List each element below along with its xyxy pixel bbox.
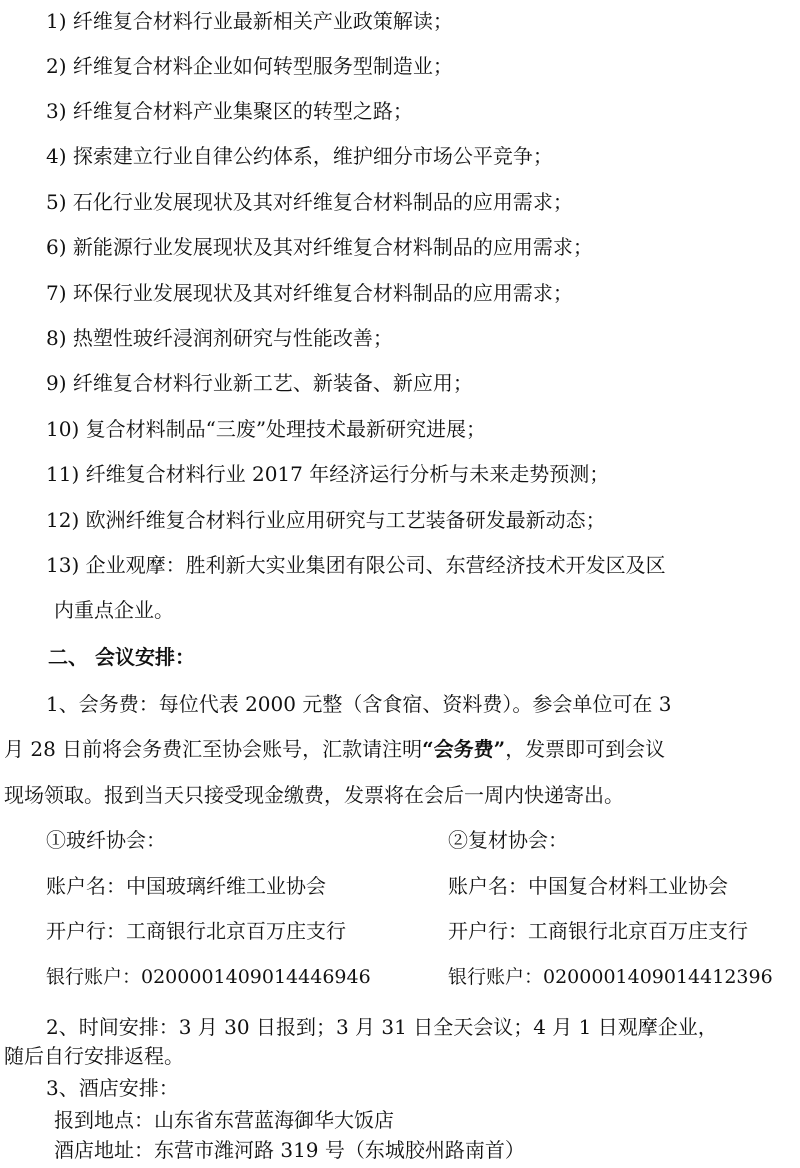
topic-item: 6) 新能源行业发展现状及其对纤维复合材料制品的应用需求； bbox=[46, 235, 593, 259]
hotel-address: 酒店地址：东营市潍河路 319 号（东城胶州路南首） bbox=[54, 1138, 525, 1162]
account-title-composite: ②复材协会： bbox=[448, 828, 568, 852]
fee-paragraph-line: 现场领取。报到当天只接受现金缴费，发票将在会后一周内快递寄出。 bbox=[4, 783, 624, 807]
topic-item: 5) 石化行业发展现状及其对纤维复合材料制品的应用需求； bbox=[46, 190, 573, 214]
topic-item: 1) 纤维复合材料行业最新相关产业政策解读； bbox=[46, 9, 453, 33]
account-number-composite: 银行账户：0200001409014412396 bbox=[448, 966, 773, 988]
account-title-glass-fiber: ①玻纤协会： bbox=[46, 828, 166, 852]
account-name-glass-fiber: 账户名：中国玻璃纤维工业协会 bbox=[46, 874, 326, 898]
account-name-composite: 账户名：中国复合材料工业协会 bbox=[448, 874, 728, 898]
schedule-line: 随后自行安排返程。 bbox=[4, 1044, 184, 1068]
topic-item: 13) 企业观摩：胜利新大实业集团有限公司、东营经济技术开发区及区 bbox=[46, 553, 666, 577]
section-heading: 二、 会议安排： bbox=[48, 645, 195, 669]
topic-item: 4) 探索建立行业自律公约体系，维护细分市场公平竞争； bbox=[46, 144, 553, 168]
topic-item: 12) 欧洲纤维复合材料行业应用研究与工艺装备研发最新动态； bbox=[46, 508, 606, 532]
fee-text: ，发票即可到会议 bbox=[505, 737, 666, 761]
schedule-line: 2、时间安排：3 月 30 日报到；3 月 31 日全天会议；4 月 1 日观摩企业， bbox=[46, 1015, 718, 1039]
fee-paragraph-line bbox=[4, 735, 800, 763]
fee-text: 月 28 日前将会务费汇至协会账号，汇款请注明 bbox=[4, 737, 423, 761]
account-number-glass-fiber: 银行账户：0200001409014446946 bbox=[46, 966, 371, 988]
account-bank-composite: 开户行：工商银行北京百万庄支行 bbox=[448, 919, 748, 943]
topic-item: 3) 纤维复合材料产业集聚区的转型之路； bbox=[46, 99, 413, 123]
topic-item: 9) 纤维复合材料行业新工艺、新装备、新应用； bbox=[46, 371, 473, 395]
topic-item: 11) 纤维复合材料行业 2017 年经济运行分析与未来走势预测； bbox=[46, 462, 610, 486]
topic-item-continuation: 内重点企业。 bbox=[54, 598, 174, 622]
topic-item: 7) 环保行业发展现状及其对纤维复合材料制品的应用需求； bbox=[46, 281, 573, 305]
hotel-checkin: 报到地点：山东省东营蓝海御华大饭店 bbox=[54, 1108, 394, 1132]
topic-item: 8) 热塑性玻纤浸润剂研究与性能改善； bbox=[46, 326, 393, 350]
topic-item: 10) 复合材料制品“三废”处理技术最新研究进展； bbox=[46, 417, 487, 441]
fee-emphasis: “会务费” bbox=[422, 737, 506, 761]
fee-paragraph-line: 1、会务费：每位代表 2000 元整（含食宿、资料费）。参会单位可在 3 bbox=[46, 692, 672, 716]
topic-item: 2) 纤维复合材料企业如何转型服务型制造业； bbox=[46, 54, 453, 78]
account-bank-glass-fiber: 开户行：工商银行北京百万庄支行 bbox=[46, 919, 346, 943]
hotel-heading: 3、酒店安排： bbox=[46, 1076, 179, 1100]
